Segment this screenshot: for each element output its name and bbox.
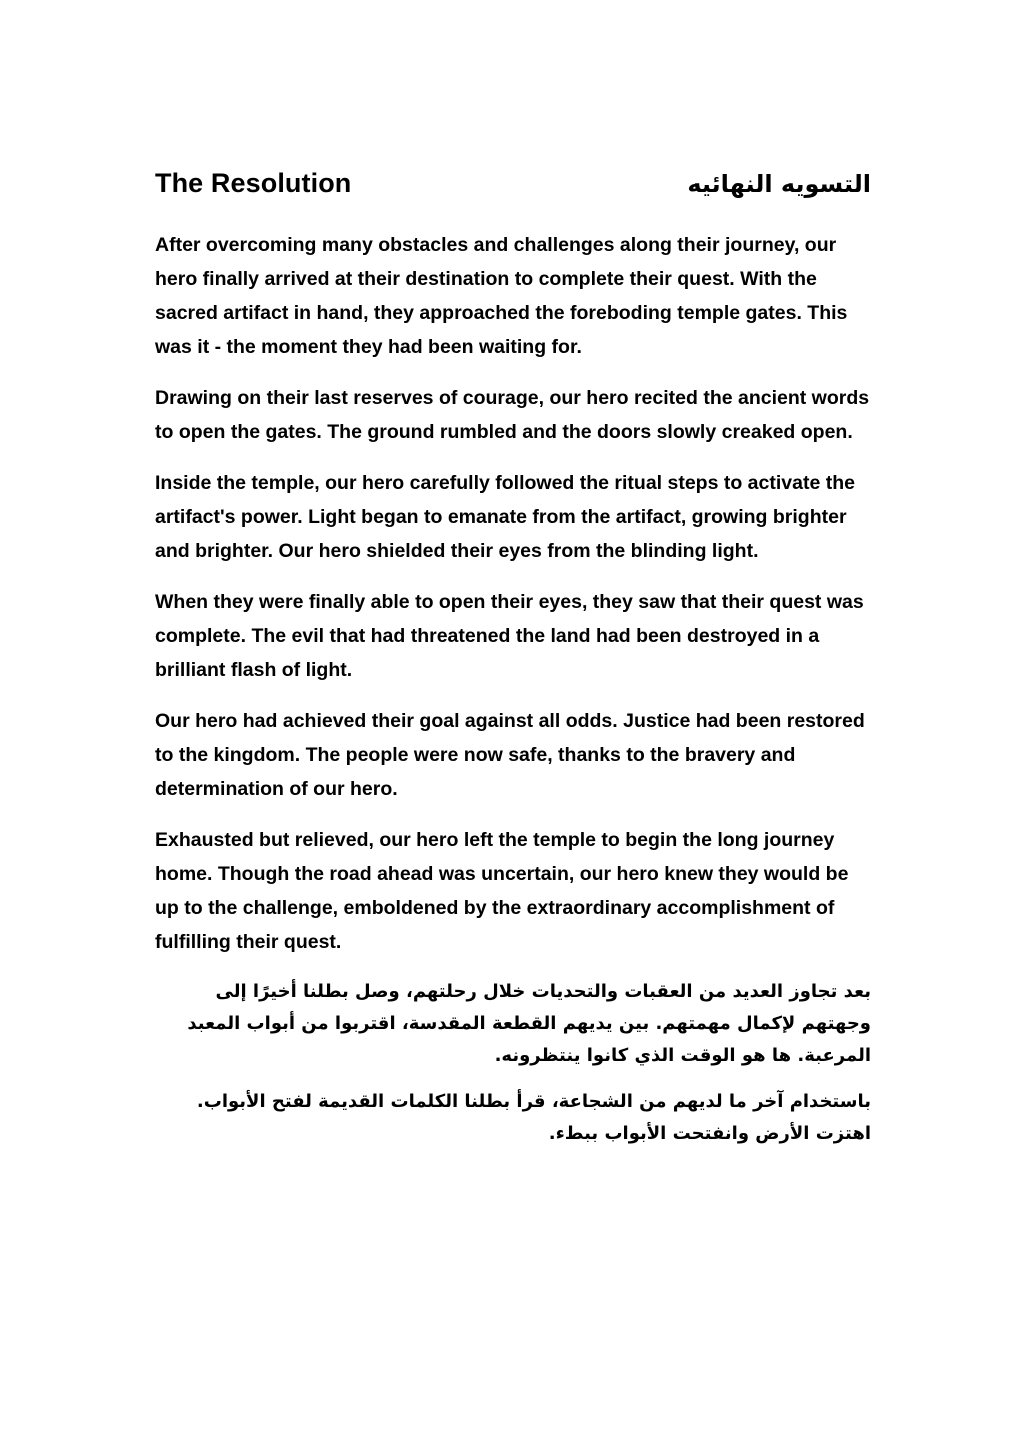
paragraph-arabic: باستخدام آخر ما لديهم من الشجاعة، قرأ بطلنا الكلمات القديمة لفتح الأبواب. اهتزت الأرض وانفتحت الأبواب ببطء. [196, 1091, 871, 1144]
paragraph-english: Inside the temple, our hero carefully followed the ritual steps to activate the artifact's power. Light began to emanate from the artifact, growing brighter and brighter. Our hero shielded their eyes from the blinding light. [155, 472, 855, 562]
paragraph-english: Our hero had achieved their goal against all odds. Justice had been restored to the kingdom. The people were now safe, thanks to the bravery and determination of our hero. [155, 710, 865, 800]
document-page [155, 168, 871, 1164]
arabic-section [155, 976, 871, 1150]
title-english: The Resolution [155, 168, 352, 198]
paragraph-english: Drawing on their last reserves of courage, our hero recited the ancient words to open the gates. The ground rumbled and the doors slowly creaked open. [155, 387, 870, 443]
paragraph-english: When they were finally able to open their eyes, they saw that their quest was complete. The evil that had threatened the land had been destroyed in a brilliant flash of light. [155, 591, 864, 681]
title-row [155, 168, 871, 206]
paragraph-arabic: بعد تجاوز العديد من العقبات والتحديات خلال رحلتهم، وصل بطلنا أخيرًا إلى وجهتهم لإكمال مهمتهم. بين يديهم القطعة المقدسة، اقتربوا من أبواب المعبد المرعبة. ها هو الوقت الذي كانوا ينتظرونه. [187, 981, 871, 1066]
paragraph-english: Exhausted but relieved, our hero left the temple to begin the long journey home. Though the road ahead was uncertain, our hero knew they would be up to the challenge, emboldened by the extraordinary accomplishment of fulfilling their quest. [155, 829, 849, 953]
paragraph-english: After overcoming many obstacles and challenges along their journey, our hero finally arrived at their destination to complete their quest. With the sacred artifact in hand, they approached the foreboding temple gates. This was it - the moment they had been waiting for. [155, 234, 848, 358]
title-arabic: التسويه النهائيه [687, 170, 871, 198]
